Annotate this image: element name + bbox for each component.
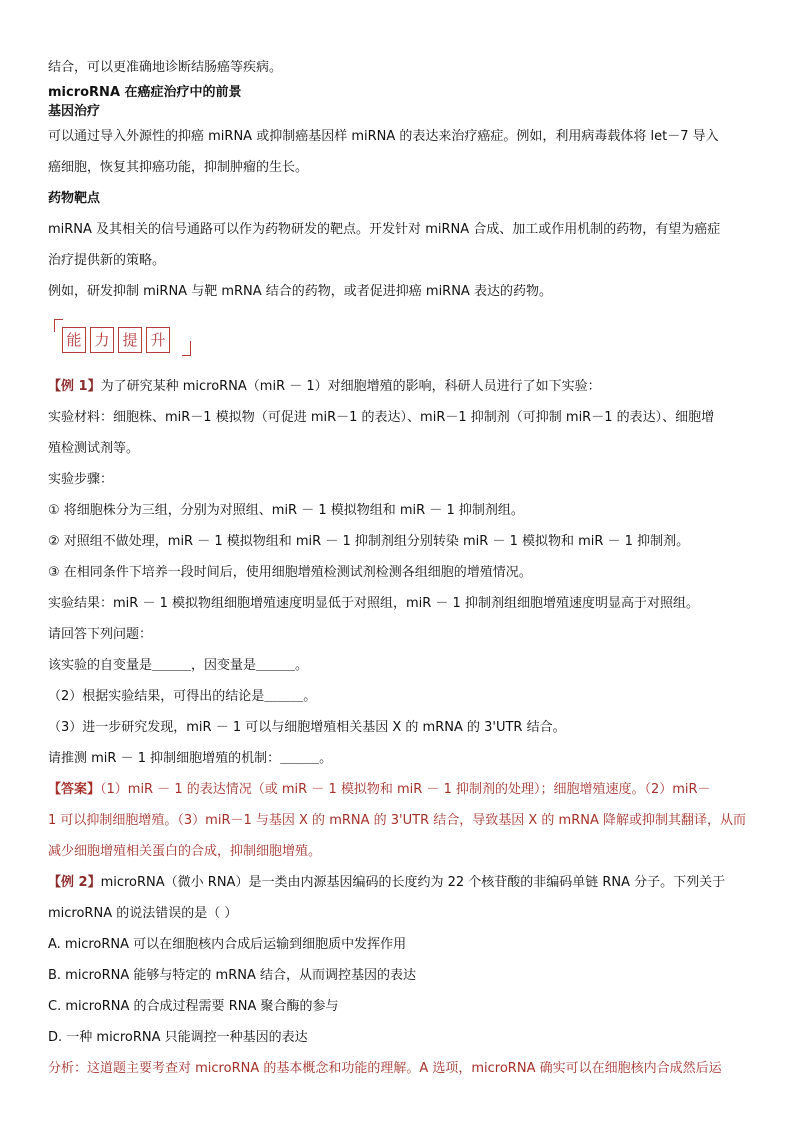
- drug-target-heading: 药物靶点: [48, 191, 101, 206]
- section-title: microRNA 在癌症治疗中的前景: [48, 85, 242, 100]
- example-1-answer-3: 减少细胞增殖相关蛋白的合成，抑制细胞增殖。: [48, 844, 322, 859]
- drug-target-line-1: miRNA 及其相关的信号通路可以作为药物研发的靶点。开发针对 miRNA 合成、加工或作用机制的药物，有望为癌症: [48, 222, 721, 237]
- document-page: [48, 52, 760, 1084]
- gene-therapy-heading: 基因治疗: [48, 104, 101, 119]
- banner-char: 能: [62, 327, 86, 353]
- ability-improvement-banner: [54, 319, 760, 359]
- example-1-result: 实验结果：miR － 1 模拟物组细胞增殖速度明显低于对照组，miR － 1 抑制剂组细胞增殖速度明显高于对照组。: [48, 596, 699, 611]
- example-1-question-4: 请推测 miR － 1 抑制细胞增殖的机制：＿＿＿。: [48, 751, 333, 766]
- intro-line: 结合，可以更准确地诊断结肠癌等疾病。: [48, 60, 283, 75]
- banner-char: 力: [90, 327, 114, 353]
- example-1-materials-1: 实验材料：细胞株、miR－1 模拟物（可促进 miR－1 的表达）、miR－1 抑制剂（可抑制 miR－1 的表达）、细胞增: [48, 410, 715, 425]
- example-1-steps-label: 实验步骤：: [48, 472, 114, 487]
- example-1-intro: [48, 371, 760, 402]
- example-2-analysis: 分析：这道题主要考查对 microRNA 的基本概念和功能的理解。A 选项，microRNA 确实可以在细胞核内合成然后运: [48, 1061, 722, 1076]
- example-2-intro-text: microRNA（微小 RNA）是一类由内源基因编码的长度约为 22 个核苷酸的非编码单链 RNA 分子。下列关于: [100, 875, 726, 890]
- example-1-answer-2: 1 可以抑制细胞增殖。（3）miR－1 与基因 X 的 mRNA 的 3'UTR 结合，导致基因 X 的 mRNA 降解或抑制其翻译，从而: [48, 813, 746, 828]
- example-1-step-2: ② 对照组不做处理，miR － 1 模拟物组和 miR － 1 抑制剂组分别转染 miR － 1 模拟物和 miR － 1 抑制剂。: [48, 534, 690, 549]
- example-2-option-d: D. 一种 microRNA 只能调控一种基因的表达: [48, 1030, 308, 1045]
- example-2-option-c: C. microRNA 的合成过程需要 RNA 聚合酶的参与: [48, 999, 339, 1014]
- example-1-question-3: （3）进一步研究发现，miR － 1 可以与细胞增殖相关基因 X 的 mRNA 的 3'UTR 结合。: [48, 720, 566, 735]
- example-1-step-3: ③ 在相同条件下培养一段时间后，使用细胞增殖检测试剂检测各组细胞的增殖情况。: [48, 565, 532, 580]
- example-1-step-1: ① 将细胞株分为三组，分别为对照组、miR － 1 模拟物组和 miR － 1 抑制剂组。: [48, 503, 524, 518]
- gene-therapy-line-2: 癌细胞，恢复其抑癌功能，抑制肿瘤的生长。: [48, 160, 309, 175]
- example-2-intro-1: [48, 867, 760, 898]
- drug-target-line-2: 治疗提供新的策略。: [48, 253, 166, 268]
- example-1-question-label: 请回答下列问题：: [48, 627, 153, 642]
- gene-therapy-line-1: 可以通过导入外源性的抑癌 miRNA 或抑制癌基因样 miRNA 的表达来治疗癌症。例如，利用病毒载体将 let－7 导入: [48, 129, 719, 144]
- example-1-question-2: （2）根据实验结果，可得出的结论是＿＿＿。: [48, 689, 317, 704]
- banner-char: 升: [146, 327, 170, 353]
- drug-target-line-3: 例如，研发抑制 miRNA 与靶 mRNA 结合的药物，或者促进抑癌 miRNA 表达的药物。: [48, 284, 552, 299]
- answer-text-1: （1）miR － 1 的表达情况（或 miR － 1 模拟物和 miR － 1 抑制剂的处理）；细胞增殖速度。（2）miR－: [100, 782, 711, 797]
- banner-char: 提: [118, 327, 142, 353]
- example-2-option-a: A. microRNA 可以在细胞核内合成后运输到细胞质中发挥作用: [48, 937, 407, 952]
- banner-corner-bottom-right: [182, 341, 191, 356]
- example-2-intro-2: microRNA 的说法错误的是（ ）: [48, 906, 238, 921]
- example-1-intro-text: 为了研究某种 microRNA（miR － 1）对细胞增殖的影响，科研人员进行了如下实验：: [100, 379, 601, 394]
- example-1-answer-1: [48, 774, 760, 805]
- example-1-question-1: 该实验的自变量是＿＿＿，因变量是＿＿＿。: [48, 658, 309, 673]
- answer-tag: 【答案】: [48, 782, 101, 797]
- example-1-tag: 【例 1】: [48, 379, 101, 394]
- example-2-tag: 【例 2】: [48, 875, 101, 890]
- example-1-materials-2: 殖检测试剂等。: [48, 441, 140, 456]
- example-2-option-b: B. microRNA 能够与特定的 mRNA 结合，从而调控基因的表达: [48, 968, 416, 983]
